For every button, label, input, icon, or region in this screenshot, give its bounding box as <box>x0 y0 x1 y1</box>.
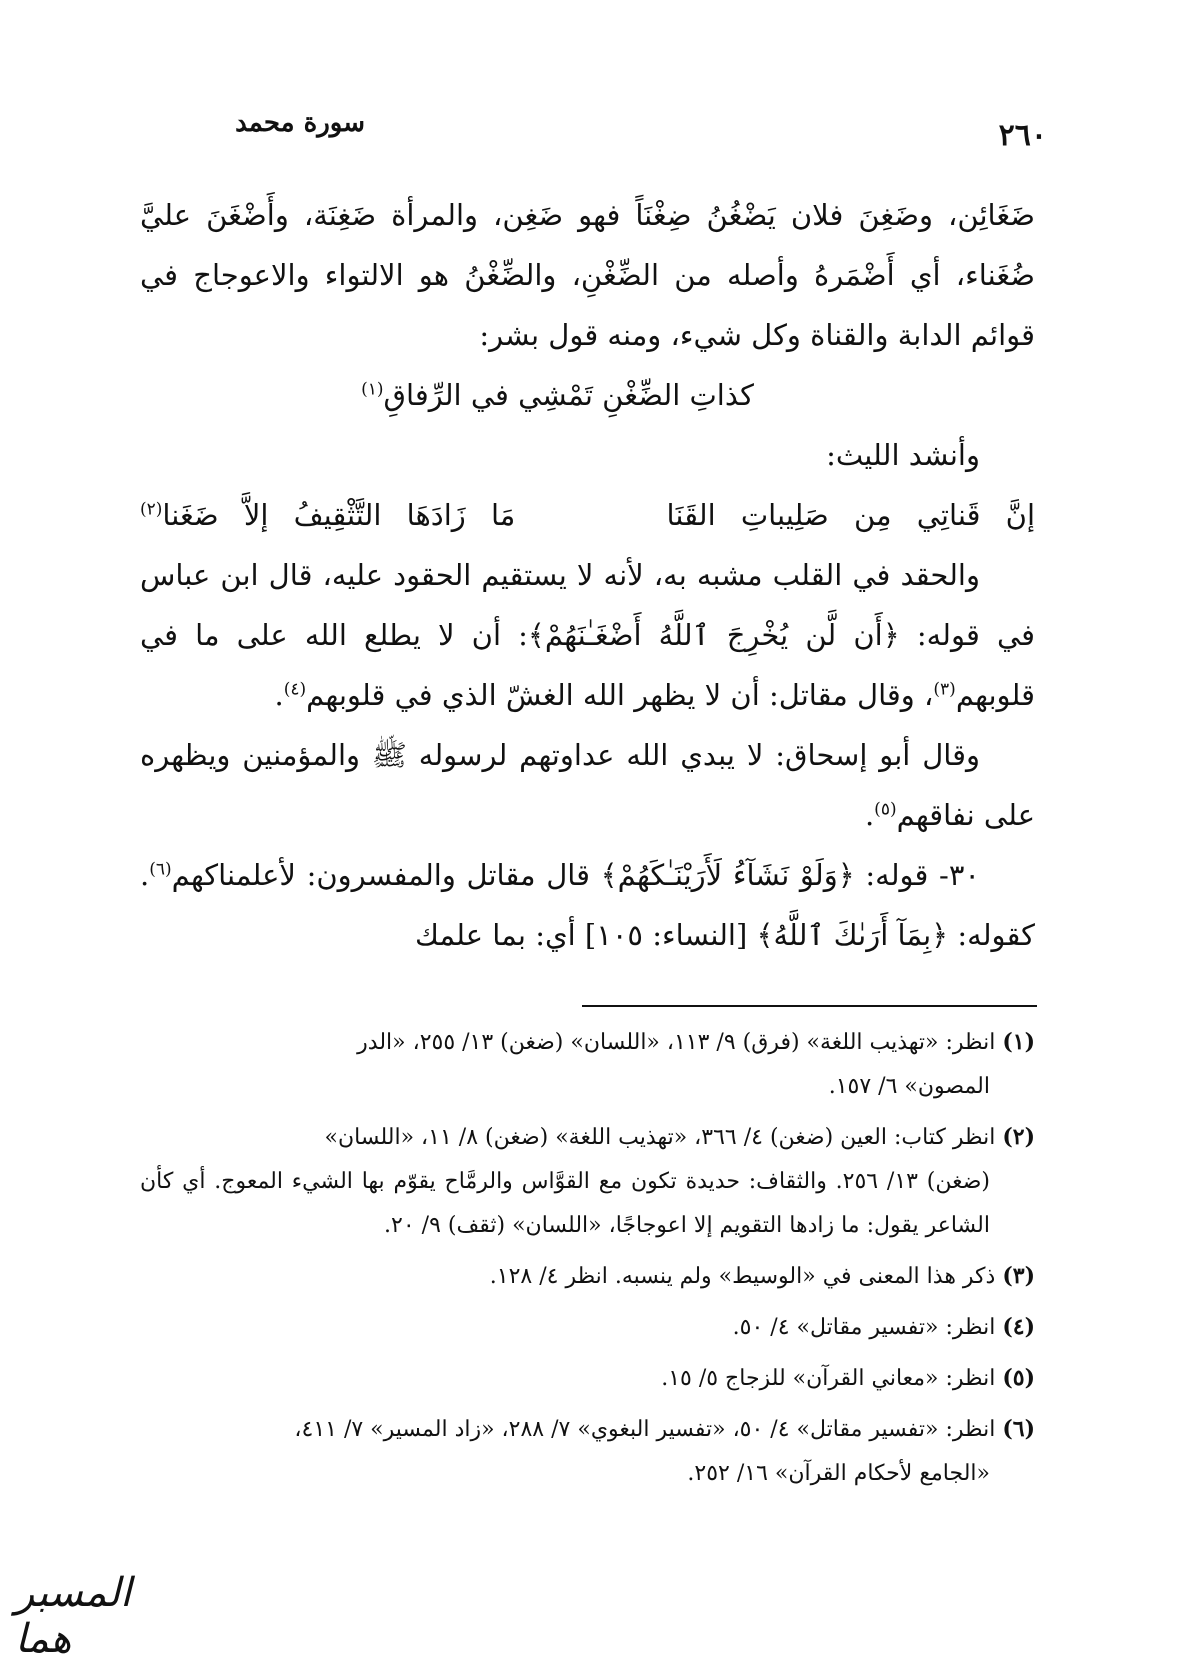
footnote <box>140 1254 1035 1299</box>
footnote-number: (٦) <box>1002 1416 1035 1442</box>
verse-text: كذاتِ الضِّغْنِ تَمْشِي في الرِّفاقِ <box>383 378 754 412</box>
footnote-divider <box>582 1005 1037 1007</box>
paragraph-4-text-a: وقال أبو إسحاق: لا يبدي الله عداوتهم لرسوله ﷺ والمؤمنين ويظهره على نفاقهم <box>140 738 1035 832</box>
footnote-ref-2: (٢) <box>140 499 163 520</box>
footnote <box>140 1407 1035 1496</box>
paragraph-3 <box>140 545 1035 725</box>
footnote-number: (٣) <box>1002 1263 1035 1289</box>
footnote <box>140 1020 1035 1109</box>
paragraph-5-text-d: [النساء: ١٠٥] أي: بما علمك <box>414 918 757 952</box>
paragraph-5-text-a: ٣٠- قوله: <box>854 858 980 892</box>
footnote-number: (٤) <box>1002 1314 1035 1340</box>
poem-line <box>140 485 1035 545</box>
footnote-continuation: (ضغن) ١٣/ ٢٥٦. والثقاف: حديدة تكون مع القوَّاس والرمَّاح يقوّم بها الشيء المعوج. أي كأن الشاعر يقول: ما زادها التقويم إلا اعوجاجًا، «اللسان» (ثقف) ٩/ ٢٠. <box>140 1169 990 1238</box>
footnote-ref-5: (٥) <box>874 799 897 820</box>
quran-quote-3: ﴿بِمَآ أَرَىٰكَ ٱللَّهُ﴾ <box>756 918 949 952</box>
footnote <box>140 1115 1035 1248</box>
footnote-text: ذكر هذا المعنى في «الوسيط» ولم ينسبه. انظر ٤/ ١٢٨. <box>489 1264 1003 1289</box>
footnote <box>140 1356 1035 1401</box>
quran-quote-1: ﴿أَن لَّن يُخْرِجَ ٱللَّهُ أَضْغَـٰنَهُمْ﴾ <box>527 618 900 652</box>
footnote-text: انظر: «تفسير مقاتل» ٤/ ٥٠. <box>732 1315 1003 1340</box>
footnote-continuation: «الجامع لأحكام القرآن» ١٦/ ٢٥٢. <box>687 1461 990 1486</box>
footnote-text: انظر: «تهذيب اللغة» (فرق) ٩/ ١١٣، «اللسان» (ضغن) ١٣/ ٢٥٥، «الدر <box>357 1030 1003 1055</box>
paragraph-4-text-b: . <box>864 798 875 832</box>
page-number: ٢٦٠ <box>998 118 1047 153</box>
footnote-number: (٢) <box>1002 1124 1035 1150</box>
paragraph-3-text-d: . <box>274 678 284 712</box>
footnote <box>140 1305 1035 1350</box>
paragraph-5-text-c: . كقوله: <box>140 858 1035 952</box>
paragraph-1: ضَغَائِن، وضَغِنَ فلان يَضْغُنُ ضِغْنَاً فهو ضَغِن، والمرأة ضَغِنَة، وأَضْغَنَ عليَّ ضُغَناء، أي أَضْمَرهُ وأصله من الضِّغْنِ، والضِّغْنُ هو الالتواء والاعوجاج في قوائم الدابة والقناة وكل شيء، ومنه قول بشر: <box>140 198 1035 352</box>
paragraph-3-text-c: ، وقال مقاتل: أن لا يظهر الله الغشّ الذي في قلوبهم <box>306 678 934 712</box>
footnote-ref-6: (٦) <box>149 859 172 880</box>
footnote-ref-3: (٣) <box>933 679 956 700</box>
footnote-ref-1: (١) <box>361 379 384 400</box>
paragraph-5 <box>140 845 1035 965</box>
quran-quote-2: ﴿وَلَوْ نَشَآءُ لَأَرَيْنَـٰكَهُمْ﴾ <box>600 858 855 892</box>
footnote-ref-4: (٤) <box>283 679 307 700</box>
paragraph-3-text-a: والحقد في القلب مشبه به، لأنه لا يستقيم الحقود عليه، قال ابن عباس في قوله: <box>140 558 1036 652</box>
footnote-number: (٥) <box>1002 1365 1035 1391</box>
footnote-text: انظر: «تفسير مقاتل» ٤/ ٥٠، «تفسير البغوي» ٧/ ٢٨٨، «زاد المسير» ٧/ ٤١١، <box>294 1417 1003 1442</box>
paragraph-4 <box>140 725 1035 845</box>
paragraph-3-text-b: : أن لا يطلع الله على ما في قلوبهم <box>140 618 1035 712</box>
footnotes-section <box>140 1020 1035 1502</box>
paragraph-5-text-b: قال مقاتل والمفسرون: لأعلمناكهم <box>171 858 601 892</box>
paragraph-2: وأنشد الليث: <box>826 438 980 472</box>
poem-hemistich-2: مَا زَادَهَا التَّثْقِيفُ إلاَّ ضَغَنا <box>162 498 516 532</box>
main-text <box>140 185 1035 965</box>
publisher-logo <box>15 1570 165 1662</box>
footnote-text: انظر: «معاني القرآن» للزجاج ٥/ ١٥. <box>661 1366 1003 1391</box>
footnote-number: (١) <box>1002 1029 1035 1055</box>
footnote-text: انظر كتاب: العين (ضغن) ٤/ ٣٦٦، «تهذيب اللغة» (ضغن) ٨/ ١١، «اللسان» <box>324 1125 1003 1150</box>
page-header-title: سورة محمد <box>235 108 365 138</box>
footnote-continuation: المصون» ٦/ ١٥٧. <box>828 1074 990 1099</box>
poem-hemistich-1: إنَّ قَناتِي مِن صَلِيباتِ القَنَا <box>666 498 1035 532</box>
verse-line-1 <box>140 365 1035 425</box>
logo-calligraphy: المسبر هما <box>15 1570 132 1662</box>
